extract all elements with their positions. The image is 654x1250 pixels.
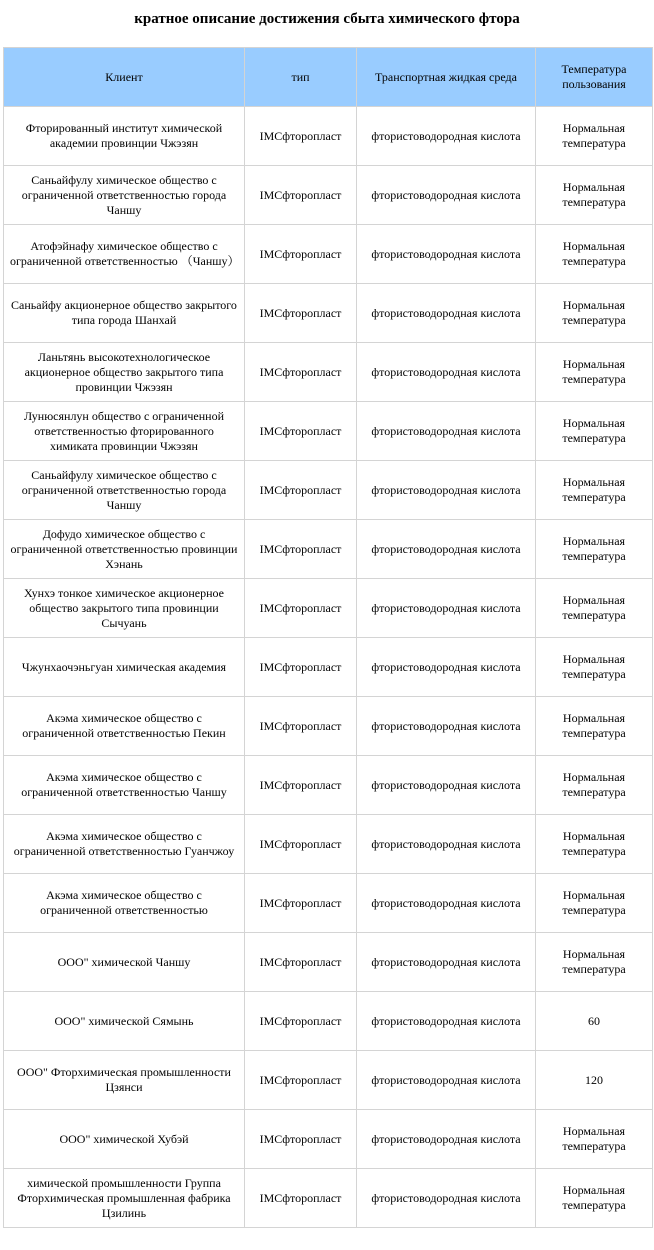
sales-table — [3, 47, 653, 1228]
cell-medium: фтористоводородная кислота — [357, 461, 536, 520]
cell-temperature: Нормальная температура — [536, 402, 653, 461]
cell-type: IMCфторопласт — [245, 1051, 357, 1110]
cell-client: Лунюсянлун общество с ограниченной ответственностью фторированного химиката провинции Чжэзян — [4, 402, 245, 461]
cell-medium: фтористоводородная кислота — [357, 874, 536, 933]
cell-medium: фтористоводородная кислота — [357, 697, 536, 756]
cell-temperature: Нормальная температура — [536, 343, 653, 402]
header-client: Клиент — [4, 48, 245, 107]
table-row — [4, 638, 653, 697]
cell-type: IMCфторопласт — [245, 402, 357, 461]
cell-temperature: Нормальная температура — [536, 284, 653, 343]
cell-type: IMCфторопласт — [245, 579, 357, 638]
cell-client: Саньайфулу химическое общество с ограниченной ответственностью города Чаншу — [4, 461, 245, 520]
cell-temperature: Нормальная температура — [536, 697, 653, 756]
cell-temperature: Нормальная температура — [536, 638, 653, 697]
cell-type: IMCфторопласт — [245, 166, 357, 225]
cell-type: IMCфторопласт — [245, 1169, 357, 1228]
cell-medium: фтористоводородная кислота — [357, 166, 536, 225]
table-row — [4, 756, 653, 815]
cell-client: Атофэйнафу химическое общество с ограниченной ответственностью （Чаншу） — [4, 225, 245, 284]
cell-temperature: Нормальная температура — [536, 461, 653, 520]
cell-type: IMCфторопласт — [245, 520, 357, 579]
cell-medium: фтористоводородная кислота — [357, 284, 536, 343]
cell-temperature: Нормальная температура — [536, 756, 653, 815]
cell-client: Акэма химическое общество с ограниченной ответственностью — [4, 874, 245, 933]
table-row — [4, 1110, 653, 1169]
cell-temperature: Нормальная температура — [536, 225, 653, 284]
cell-medium: фтористоводородная кислота — [357, 1051, 536, 1110]
cell-type: IMCфторопласт — [245, 225, 357, 284]
cell-medium: фтористоводородная кислота — [357, 992, 536, 1051]
cell-client: Хунхэ тонкое химическое акционерное общество закрытого типа провинции Сычуань — [4, 579, 245, 638]
cell-client: ООО" химической Хубэй — [4, 1110, 245, 1169]
cell-client: Саньайфу акционерное общество закрытого типа города Шанхай — [4, 284, 245, 343]
table-row — [4, 107, 653, 166]
cell-type: IMCфторопласт — [245, 107, 357, 166]
table-row — [4, 815, 653, 874]
table-row — [4, 343, 653, 402]
cell-temperature: Нормальная температура — [536, 1169, 653, 1228]
table-row — [4, 225, 653, 284]
cell-type: IMCфторопласт — [245, 284, 357, 343]
cell-type: IMCфторопласт — [245, 933, 357, 992]
table-row — [4, 933, 653, 992]
cell-temperature: Нормальная температура — [536, 520, 653, 579]
cell-type: IMCфторопласт — [245, 815, 357, 874]
table-row — [4, 1169, 653, 1228]
table-row — [4, 1051, 653, 1110]
cell-type: IMCфторопласт — [245, 343, 357, 402]
cell-type: IMCфторопласт — [245, 992, 357, 1051]
header-row — [4, 48, 653, 107]
table-row — [4, 461, 653, 520]
cell-temperature: 60 — [536, 992, 653, 1051]
header-medium: Транспортная жидкая среда — [357, 48, 536, 107]
cell-temperature: Нормальная температура — [536, 579, 653, 638]
cell-client: Акэма химическое общество с ограниченной ответственностью Пекин — [4, 697, 245, 756]
cell-temperature: Нормальная температура — [536, 815, 653, 874]
table-header — [4, 48, 653, 107]
cell-type: IMCфторопласт — [245, 461, 357, 520]
cell-client: Чжунхаочэньгуан химическая академия — [4, 638, 245, 697]
table-row — [4, 284, 653, 343]
cell-client: Саньайфулу химическое общество с ограниченной ответственностью города Чаншу — [4, 166, 245, 225]
cell-medium: фтористоводородная кислота — [357, 520, 536, 579]
cell-client: Фторированный институт химической академии провинции Чжэзян — [4, 107, 245, 166]
header-type: тип — [245, 48, 357, 107]
table-row — [4, 874, 653, 933]
cell-medium: фтористоводородная кислота — [357, 343, 536, 402]
table-row — [4, 402, 653, 461]
cell-client: Акэма химическое общество с ограниченной ответственностью Гуанчжоу — [4, 815, 245, 874]
cell-temperature: Нормальная температура — [536, 1110, 653, 1169]
table-row — [4, 166, 653, 225]
cell-medium: фтористоводородная кислота — [357, 225, 536, 284]
table-row — [4, 520, 653, 579]
cell-medium: фтористоводородная кислота — [357, 1110, 536, 1169]
cell-client: Акэма химическое общество с ограниченной ответственностью Чаншу — [4, 756, 245, 815]
cell-medium: фтористоводородная кислота — [357, 402, 536, 461]
page-title: кратное описание достижения сбыта химического фтора — [134, 11, 520, 27]
cell-medium: фтористоводородная кислота — [357, 107, 536, 166]
cell-temperature: Нормальная температура — [536, 933, 653, 992]
cell-medium: фтористоводородная кислота — [357, 1169, 536, 1228]
cell-type: IMCфторопласт — [245, 697, 357, 756]
cell-client: Дофудо химическое общество с ограниченной ответственностью провинции Хэнань — [4, 520, 245, 579]
table-row — [4, 697, 653, 756]
cell-client: химической промышленности Группа Фторхимическая промышленная фабрика Цзилинь — [4, 1169, 245, 1228]
cell-temperature: Нормальная температура — [536, 874, 653, 933]
cell-medium: фтористоводородная кислота — [357, 815, 536, 874]
cell-type: IMCфторопласт — [245, 756, 357, 815]
cell-temperature: Нормальная температура — [536, 166, 653, 225]
cell-client: ООО" Фторхимическая промышленности Цзянси — [4, 1051, 245, 1110]
cell-medium: фтористоводородная кислота — [357, 638, 536, 697]
cell-temperature: Нормальная температура — [536, 107, 653, 166]
table-body — [4, 107, 653, 1228]
cell-type: IMCфторопласт — [245, 638, 357, 697]
cell-medium: фтористоводородная кислота — [357, 756, 536, 815]
cell-client: Ланьтянь высокотехнологическое акционерное общество закрытого типа провинции Чжэзян — [4, 343, 245, 402]
cell-type: IMCфторопласт — [245, 874, 357, 933]
cell-client: ООО" химической Чаншу — [4, 933, 245, 992]
table-row — [4, 579, 653, 638]
cell-medium: фтористоводородная кислота — [357, 579, 536, 638]
cell-client: ООО" химической Сямынь — [4, 992, 245, 1051]
table-row — [4, 992, 653, 1051]
cell-temperature: 120 — [536, 1051, 653, 1110]
cell-type: IMCфторопласт — [245, 1110, 357, 1169]
header-temperature: Температура пользования — [536, 48, 653, 107]
cell-medium: фтористоводородная кислота — [357, 933, 536, 992]
